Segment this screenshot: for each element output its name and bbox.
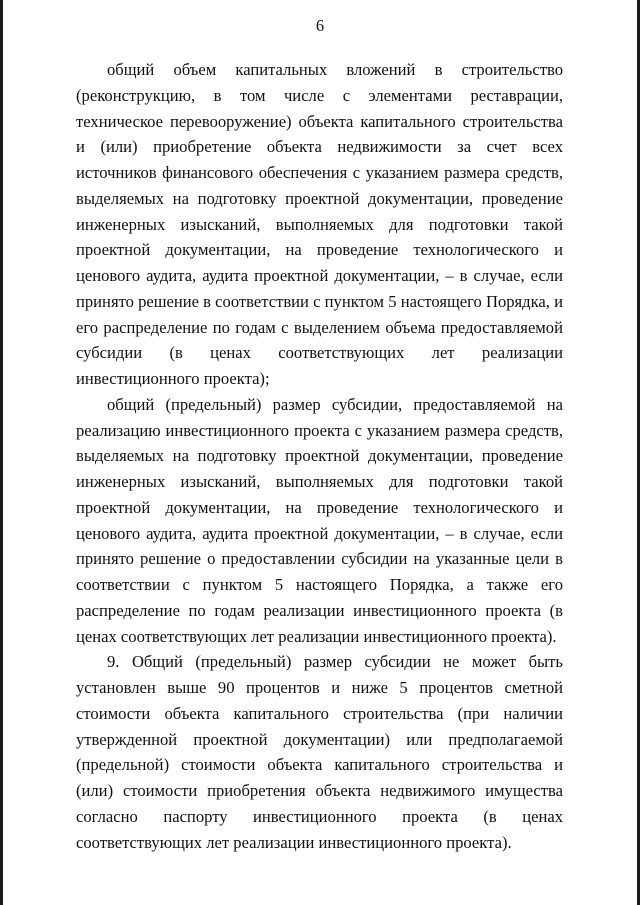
scan-edge-left <box>0 0 3 905</box>
paragraph-item-9-subsidy-percent-limits: 9. Общий (предельный) размер субсидии не может быть установлен выше 90 процентов и ниже 5 процентов сметной стоимости объекта капитального строительства (при наличии утвержденной проектной документации) или предполагаемой (предельной) стоимости объекта капитального строительства и (или) стоимости приобретения объекта недвижимого имущества согласно паспорту инвестиционного проекта (в ценах соответствующих лет реализации инвестиционного проекта). <box>76 652 563 852</box>
paragraph-capital-investment-volume: общий объем капитальных вложений в строительство (реконструкцию, в том числе с элементами реставрации, техническое перевооружение) объекта капитального строительства и (или) приобретение объекта недвижимости за счет всех источников финансового обеспечения с указанием размера средств, выделяемых на подготовку проектной документации, проведение инженерных изысканий, выполняемых для подготовки такой проектной документации, на проведение технологического и ценового аудита, аудита проектной документации, – в случае, если принято решение в соответствии с пунктом 5 настоящего Порядка, и его распределение по годам с выделением объема предоставляемой субсидии (в ценах соответствующих лет реализации инвестиционного проекта); <box>76 60 563 388</box>
paragraph-subsidy-limit-amount: общий (предельный) размер субсидии, предоставляемой на реализацию инвестиционного проекта с указанием размера средств, выделяемых на подготовку проектной документации, проведение инженерных изысканий, выполняемых для подготовки такой проектной документации, на проведение технологического и ценового аудита, аудита проектной документации, – в случае, если принято решение о предоставлении субсидии на указанные цели в соответствии с пунктом 5 настоящего Порядка, а также его распределение по годам реализации инвестиционного проекта (в ценах соответствующих лет реализации инвестиционного проекта). <box>76 394 563 646</box>
page-number: 6 <box>315 16 325 35</box>
document-body <box>76 57 563 855</box>
